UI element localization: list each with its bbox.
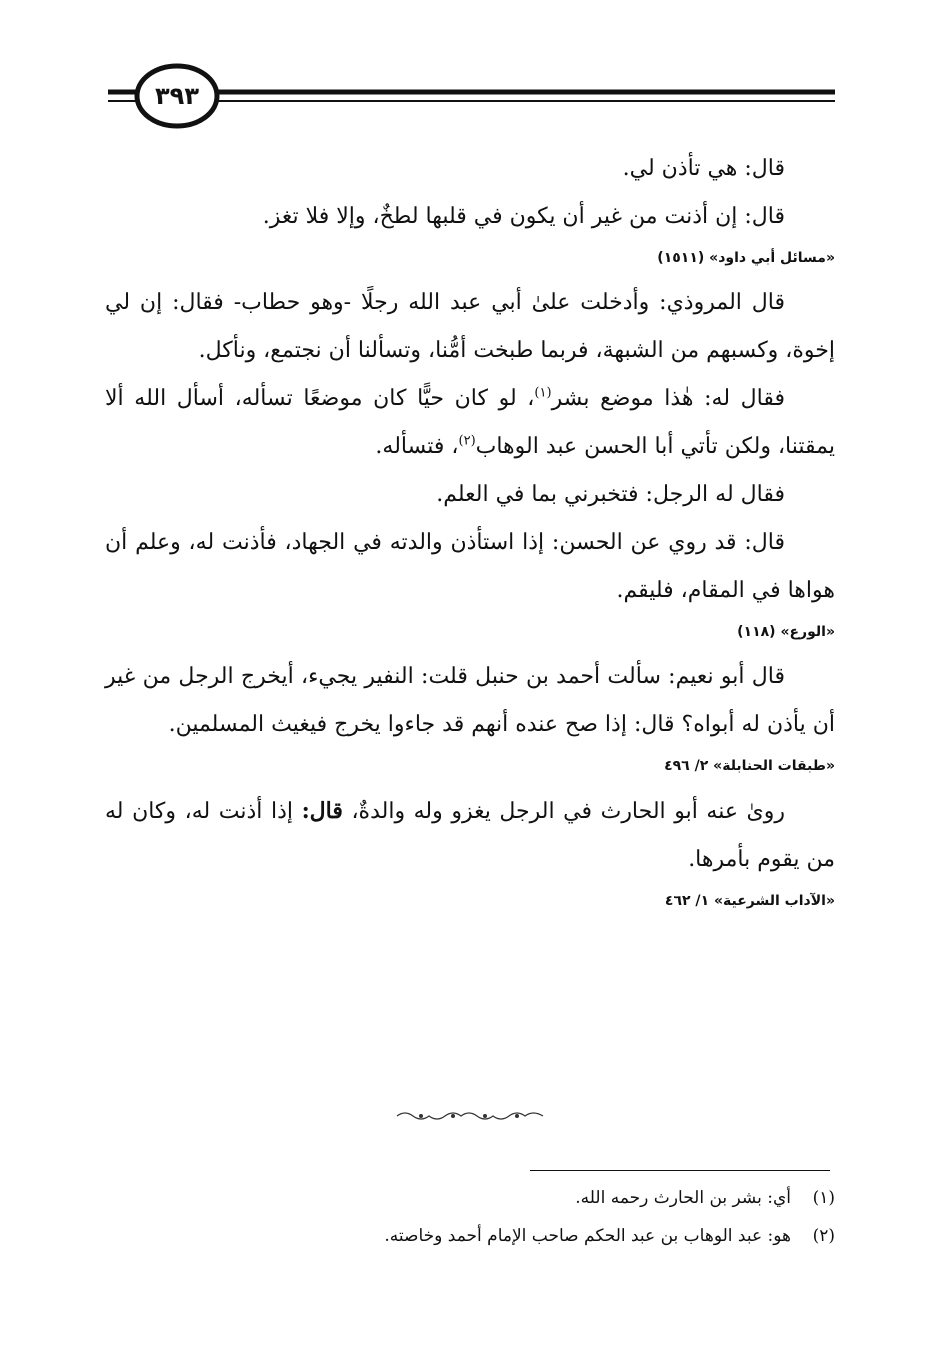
bold-text: قال: <box>301 798 343 824</box>
ornament-divider <box>395 1109 545 1123</box>
footnote-number: (١) <box>812 1188 835 1208</box>
paragraph-text: فقال له: هٰذا موضع بشر <box>551 386 786 411</box>
page-header <box>0 0 951 150</box>
paragraph-with-footnotes <box>105 375 835 471</box>
footnote-text: أي: بشر بن الحارث رحمه الله. <box>575 1188 791 1208</box>
paragraph-text: إذا أذنت له، وكان له من يقوم بأمرها. <box>105 799 835 872</box>
paragraph: قال: هي تأذن لي. <box>622 156 785 181</box>
source-citation: «طبقات الحنابلة» ٢/ ٤٩٦ <box>664 758 835 774</box>
paragraph <box>105 787 835 884</box>
paragraph-text: رویٰ عنه أبو الحارث في الرجل يغزو وله والدةٌ، <box>342 799 785 824</box>
footnotes <box>105 1182 835 1258</box>
paragraph: فقال له الرجل: فتخبرني بما في العلم. <box>436 482 785 507</box>
footnote-separator <box>530 1170 830 1171</box>
source-citation: «مسائل أبي داود» (١٥١١) <box>657 250 835 266</box>
footnote-number: (٢) <box>812 1226 835 1246</box>
paragraph-text: ، فتسأله. <box>375 434 459 459</box>
footnote-ref[interactable]: (٢) <box>458 433 476 449</box>
page-body <box>105 145 835 922</box>
paragraph: قال: إن أذنت من غير أن يكون في قلبها لطخٌ، وإلا فلا تغز. <box>262 204 785 229</box>
footnote <box>105 1220 835 1252</box>
footnote-ref[interactable]: (١) <box>534 385 552 401</box>
paragraph: قال المروذي: وأدخلت علىٰ أبي عبد الله رجلًا -وهو حطاب- فقال: إن لي إخوة، وكسبهم من الشبهة، فربما طبخت أمُّنا، وتسألنا أن نجتمع، ونأكل. <box>105 290 835 363</box>
footnote <box>105 1182 835 1214</box>
source-citation: «الآداب الشرعية» ١/ ٤٦٢ <box>664 893 835 909</box>
paragraph: قال أبو نعيم: سألت أحمد بن حنبل قلت: النفير يجيء، أيخرج الرجل من غير أن يأذن له أبواه؟ قال: إذا صح عنده أنهم قد جاءوا يخرج فيغيث المسلمين. <box>105 664 835 737</box>
paragraph: قال: قد روي عن الحسن: إذا استأذن والدته في الجهاد، فأذنت له، وعلم أن هواها في المقام، فليقم. <box>105 530 835 603</box>
footnote-text: هو: عبد الوهاب بن عبد الحكم صاحب الإمام أحمد وخاصته. <box>384 1226 791 1246</box>
source-citation: «الورع» (١١٨) <box>737 624 835 640</box>
paragraph-text: ، لو كان حيًّا كان موضعًا تسأله، أسأل الله ألا يمقتنا، ولكن تأتي أبا الحسن عبد الوهاب <box>105 386 835 459</box>
page-number: ٣٩٣ <box>155 82 199 110</box>
